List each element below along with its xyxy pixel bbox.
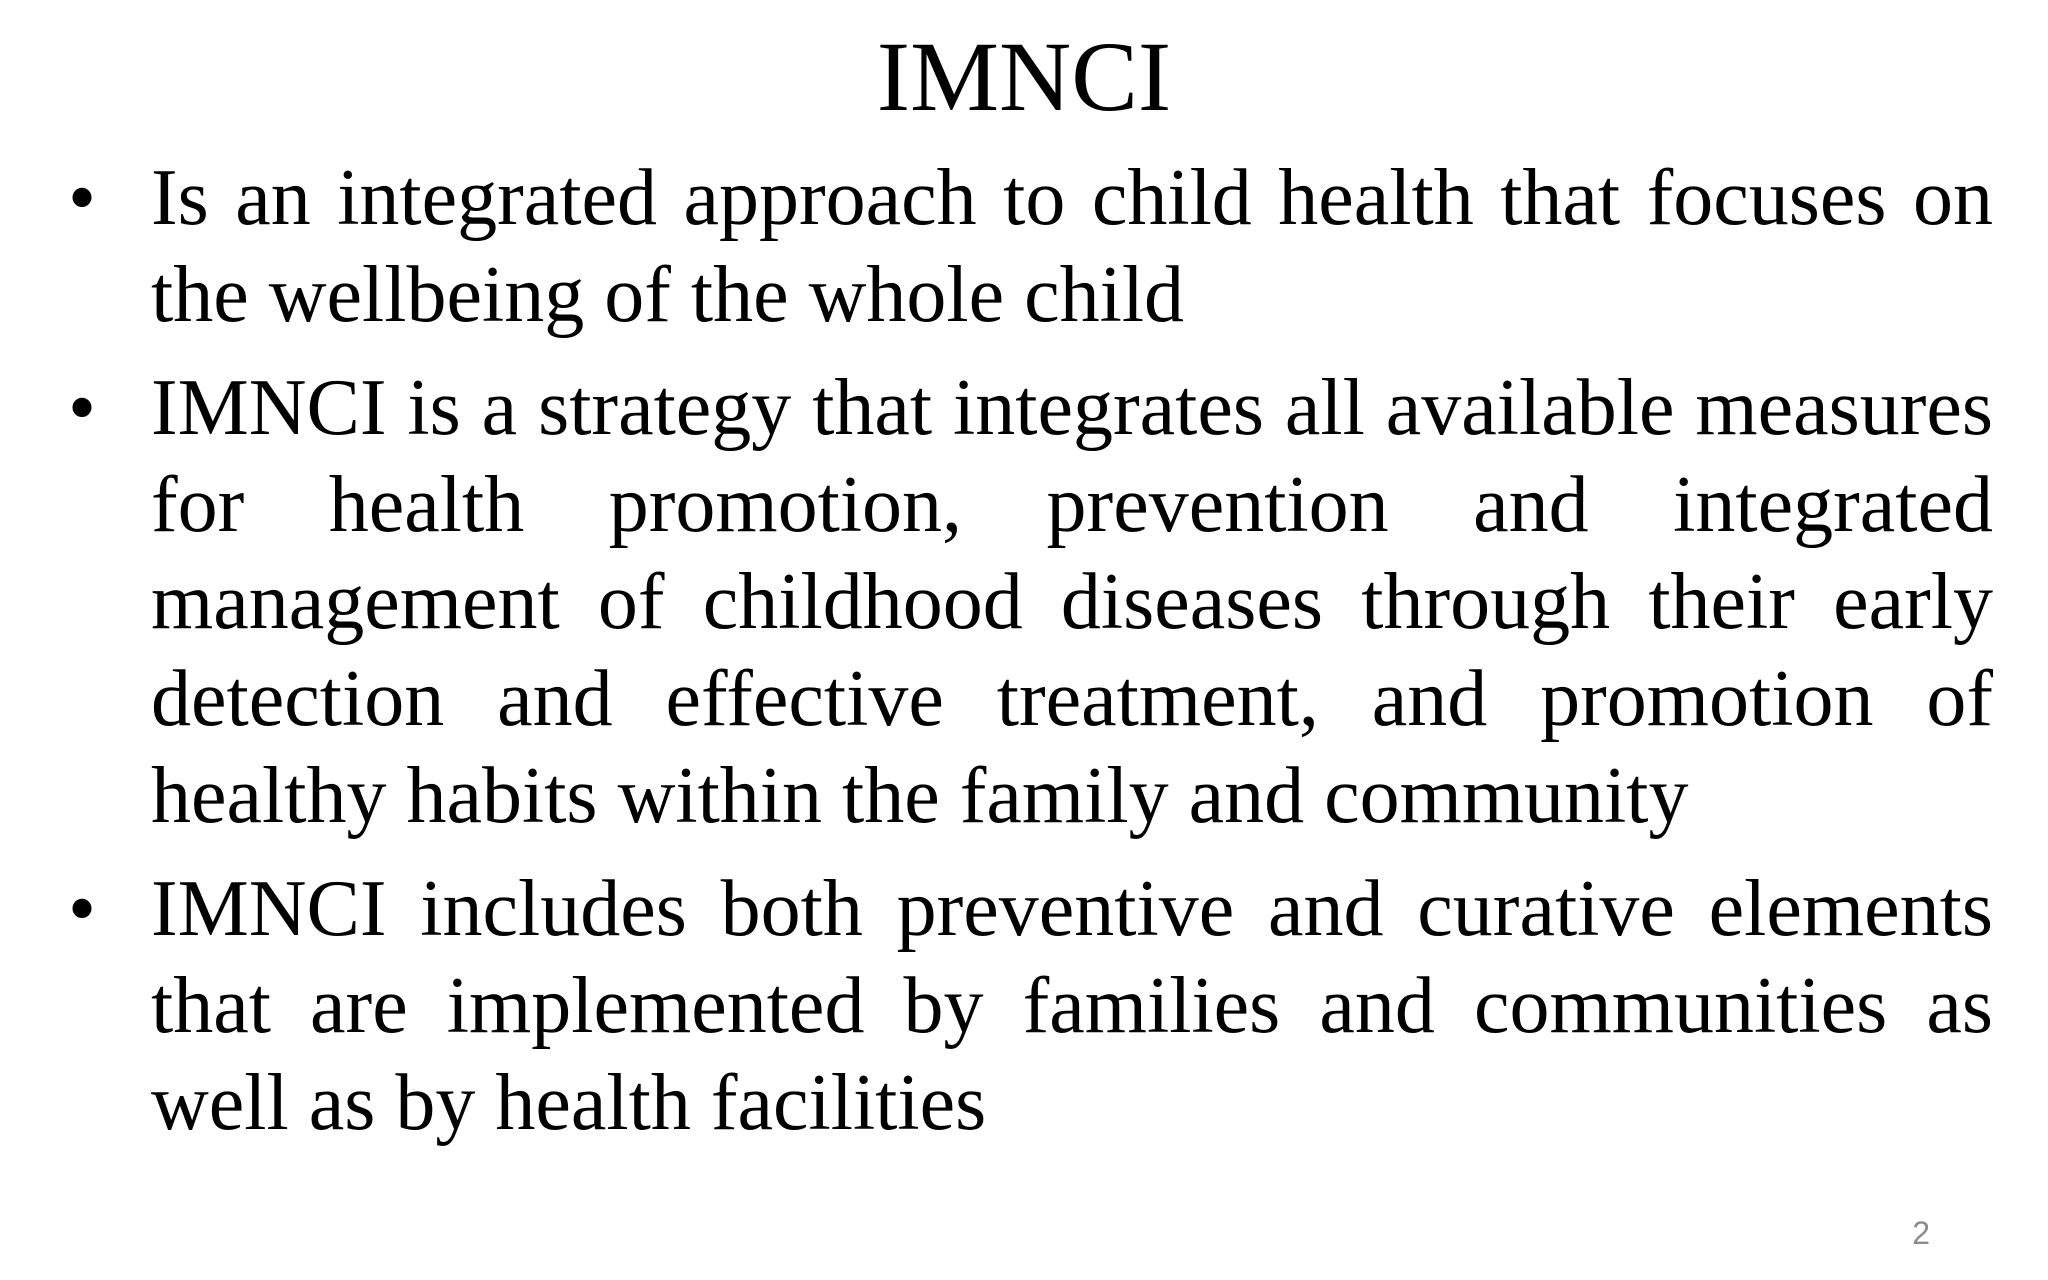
bullet-item: [68, 150, 1993, 344]
bullet-icon: •: [68, 865, 97, 953]
bullet-item: [68, 360, 1993, 845]
slide-title: IMNCI: [876, 21, 1172, 132]
bullet-text: IMNCI is a strategy that integrates all available measures for health promotion, prevention and integrated management of childhood diseases through their early detection and effective treatment, and promotion of healthy habits within the family and community: [151, 364, 1993, 840]
bullet-icon: •: [68, 364, 97, 452]
bullet-text: IMNCI includes both preventive and curative elements that are implemented by families and communities as well as by health facilities: [151, 865, 1993, 1147]
bullet-icon: •: [68, 154, 97, 242]
page-number: 2: [1912, 1215, 1930, 1251]
bullet-item: [68, 861, 1993, 1152]
bullet-text: Is an integrated approach to child health that focuses on the wellbeing of the whole child: [151, 154, 1993, 339]
bullet-list: [68, 150, 1993, 1168]
